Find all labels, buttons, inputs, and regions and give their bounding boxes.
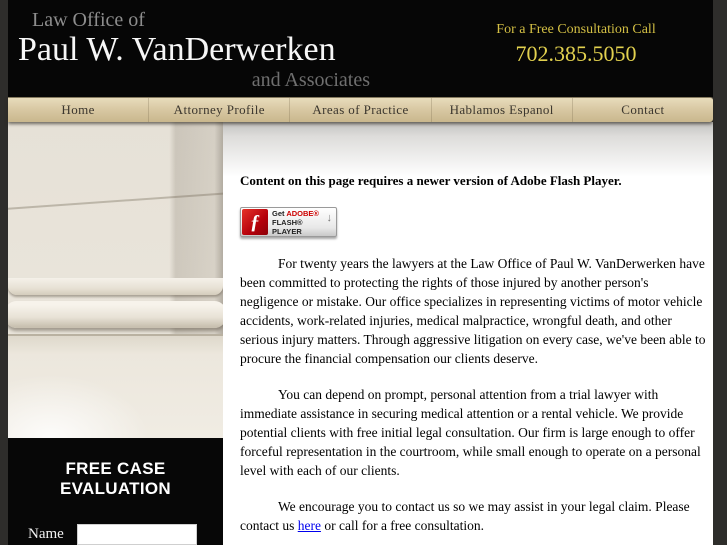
main-content (223, 122, 713, 545)
marble-column-photo (8, 122, 223, 438)
firm-logo (18, 8, 370, 92)
flash-button-text (268, 209, 327, 236)
flash-product-label: FLASH® PLAYER (272, 217, 303, 236)
nav-item-areas-of-practice[interactable]: Areas of Practice (289, 98, 430, 122)
header-contact-block (481, 20, 671, 68)
site-header (8, 0, 713, 97)
firm-name: Paul W. VanDerwerken (18, 31, 336, 68)
name-field-label: Name (28, 526, 64, 542)
firm-prefix: Law Office of (32, 9, 145, 31)
flash-adobe-label: ADOBE® (286, 208, 319, 218)
free-case-evaluation-panel (8, 438, 223, 545)
free-case-evaluation-heading: FREE CASE EVALUATION (60, 459, 171, 498)
main-nav (8, 97, 713, 122)
phone-number: 702.385.5050 (515, 41, 637, 66)
firm-suffix: and Associates (251, 69, 370, 91)
column-molding-lower (8, 301, 223, 328)
content-row (8, 122, 713, 545)
nav-item-home[interactable]: Home (61, 102, 95, 117)
marble-crack-detail (8, 192, 223, 211)
name-input[interactable] (77, 524, 197, 545)
intro-paragraph: For twenty years the lawyers at the Law Office of Paul W. VanDerwerken have been committed to protecting the rights of those injured by another person's negligence or mistake. Our office specializes in representing victims of motor vehicle accidents, work-related injuries, medical malpractice, wrongful death, and other serious injury matters. Through aggressive litigation on every case, we've been able to procure the financial compensation our clients deserve. (240, 256, 706, 366)
get-flash-player-button[interactable] (240, 207, 337, 237)
column-plinth (8, 334, 223, 438)
nav-item-contact[interactable]: Contact (572, 98, 713, 122)
contact-paragraph (240, 497, 707, 535)
page (8, 0, 713, 545)
name-field-row (8, 524, 223, 545)
flash-get-label: Get (272, 208, 287, 218)
consultation-label: For a Free Consultation Call (496, 22, 656, 37)
contact-paragraph-start: We encourage you to contact us so we may assist in your legal claim. Please contact us (240, 499, 690, 533)
contact-paragraph-end: or call for a free consultation. (320, 518, 485, 533)
nav-item-hablamos-espanol[interactable]: Hablamos Espanol (431, 98, 572, 122)
download-arrow-icon: ↓ (326, 212, 332, 224)
nav-item-attorney-profile[interactable]: Attorney Profile (148, 98, 289, 122)
flash-required-notice: Content on this page requires a newer version of Adobe Flash Player. (240, 173, 622, 188)
column-molding-upper (8, 278, 223, 295)
flash-f-logo-icon: ƒ (242, 209, 268, 235)
services-paragraph: You can depend on prompt, personal attention from a trial lawyer with immediate assistance in securing medical attention or a rental vehicle. We provide potential clients with free initial legal consultation. Our firm is large enough to offer forceful representation in the courtroom, while small enough to operate on a personal level with each of our clients. (240, 387, 701, 478)
sidebar (8, 122, 223, 545)
contact-here-link[interactable]: here (297, 518, 321, 533)
